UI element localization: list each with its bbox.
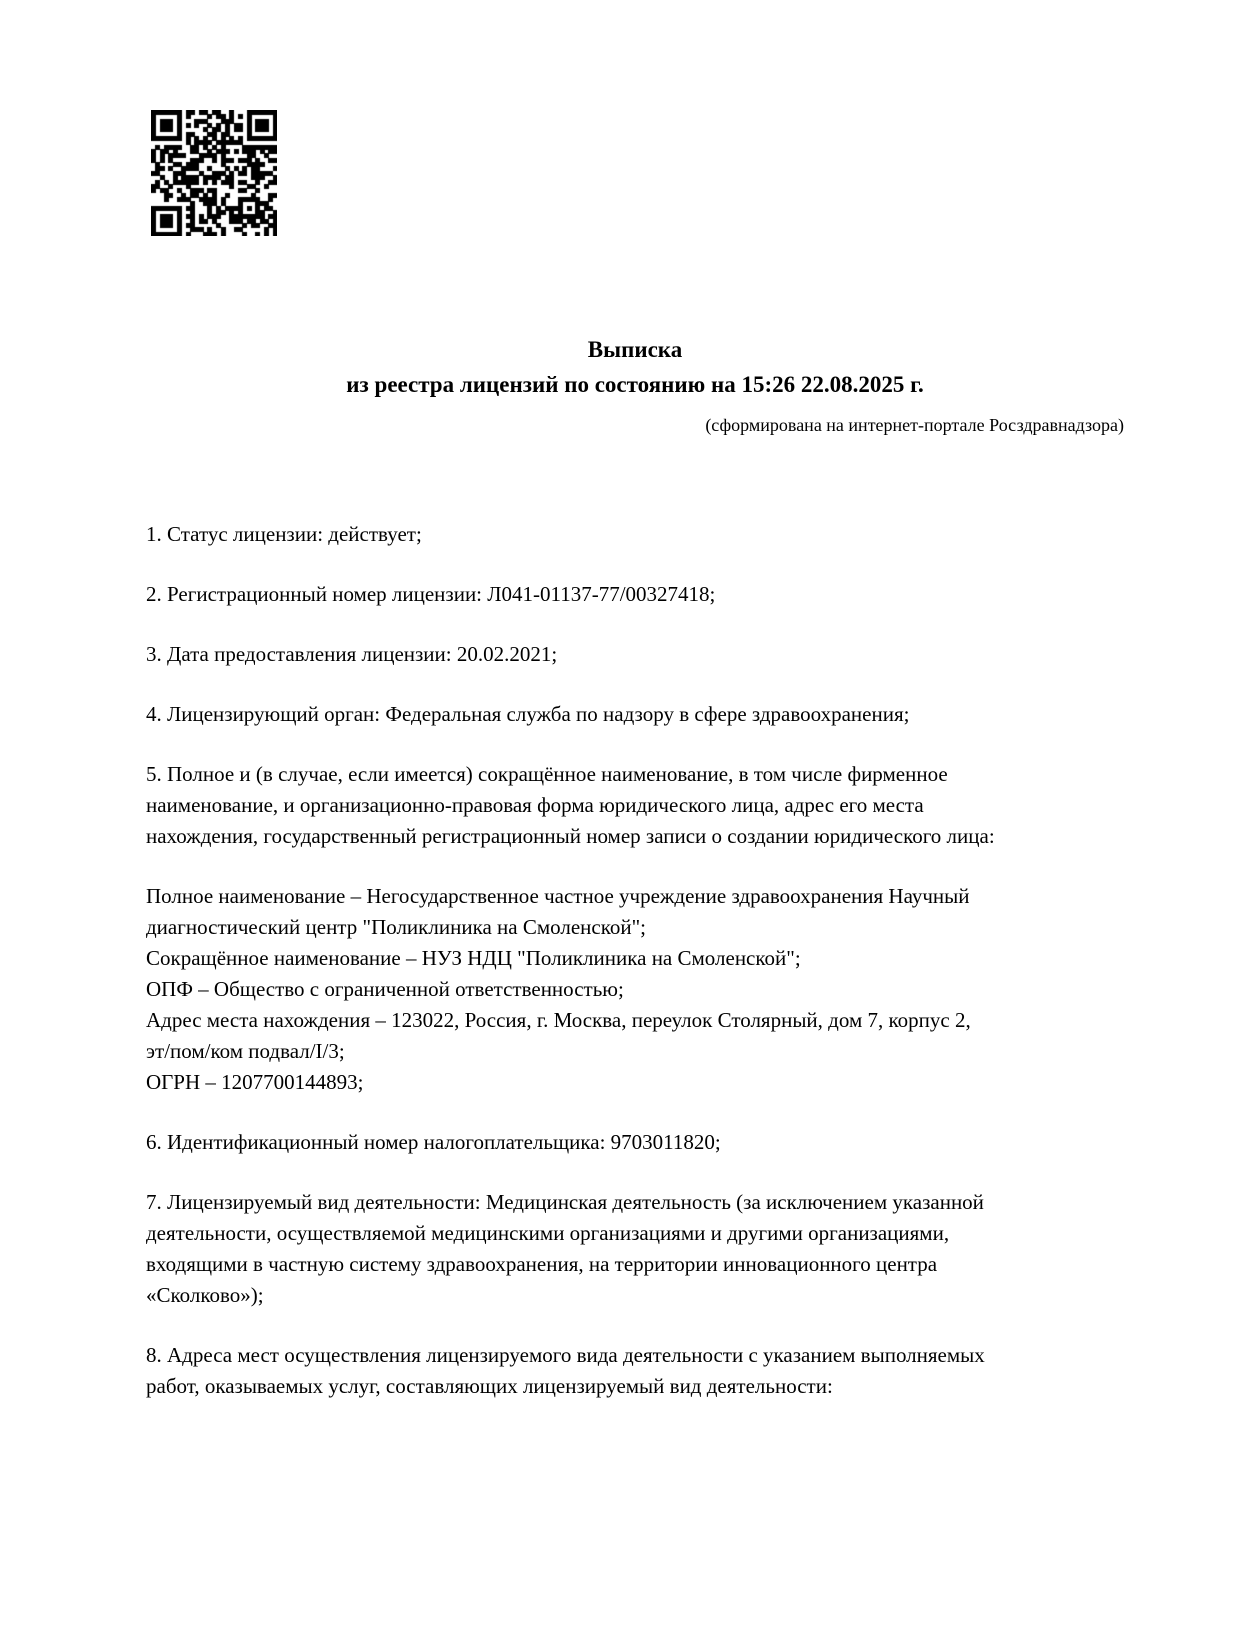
paragraph-org-details (146, 881, 1124, 1098)
text-line: эт/пом/ком подвал/I/3; (146, 1039, 345, 1063)
paragraph-activity-addresses (146, 1340, 1124, 1402)
qr-code (151, 110, 277, 236)
text-line: ОПФ – Общество с ограниченной ответственностью; (146, 977, 624, 1001)
text-line: работ, оказываемых услуг, составляющих лицензируемый вид деятельности: (146, 1374, 833, 1398)
paragraph-reg-number (146, 579, 1124, 610)
paragraph-licensing-authority (146, 699, 1124, 730)
text-line: 6. Идентификационный номер налогоплательщика: 9703011820; (146, 1130, 721, 1154)
text-line: деятельности, осуществляемой медицинскими организациями и другими организациями, (146, 1221, 950, 1245)
paragraph-activity-type (146, 1187, 1124, 1311)
text-line: 1. Статус лицензии: действует; (146, 522, 422, 546)
document-subtitle: (сформирована на интернет-портале Росздравнадзора) (705, 415, 1124, 435)
title-line-2: из реестра лицензий по состоянию на 15:26 22.08.2025 г. (346, 372, 924, 397)
text-line: 2. Регистрационный номер лицензии: Л041-01137-77/00327418; (146, 582, 716, 606)
text-line: Адрес места нахождения – 123022, Россия, г. Москва, переулок Столярный, дом 7, корпус 2, (146, 1008, 971, 1032)
paragraph-status (146, 519, 1124, 550)
text-line: 5. Полное и (в случае, если имеется) сокращённое наименование, в том числе фирменное (146, 762, 948, 786)
title-line-1: Выписка (587, 337, 683, 362)
text-line: 8. Адреса мест осуществления лицензируемого вида деятельности с указанием выполняемых (146, 1343, 985, 1367)
document-body (146, 519, 1124, 1402)
text-line: ОГРН – 1207700144893; (146, 1070, 364, 1094)
text-line: Сокращённое наименование – НУЗ НДЦ "Поликлиника на Смоленской"; (146, 946, 801, 970)
text-line: «Сколково»); (146, 1283, 264, 1307)
text-line: 3. Дата предоставления лицензии: 20.02.2021; (146, 642, 558, 666)
text-line: наименование, и организационно-правовая форма юридического лица, адрес его места (146, 793, 924, 817)
text-line: 4. Лицензирующий орган: Федеральная служба по надзору в сфере здравоохранения; (146, 702, 910, 726)
text-line: входящими в частную систему здравоохранения, на территории инновационного центра (146, 1252, 938, 1276)
text-line: Полное наименование – Негосударственное частное учреждение здравоохранения Научный (146, 884, 970, 908)
paragraph-org-name-heading (146, 759, 1124, 852)
text-line: 7. Лицензируемый вид деятельности: Медицинская деятельность (за исключением указанной (146, 1190, 984, 1214)
text-line: диагностический центр "Поликлиника на Смоленской"; (146, 915, 646, 939)
document-title (146, 332, 1124, 402)
paragraph-inn (146, 1127, 1124, 1158)
text-line: нахождения, государственный регистрационный номер записи о создании юридического лица: (146, 824, 995, 848)
paragraph-license-date (146, 639, 1124, 670)
document-content (146, 332, 1124, 1431)
